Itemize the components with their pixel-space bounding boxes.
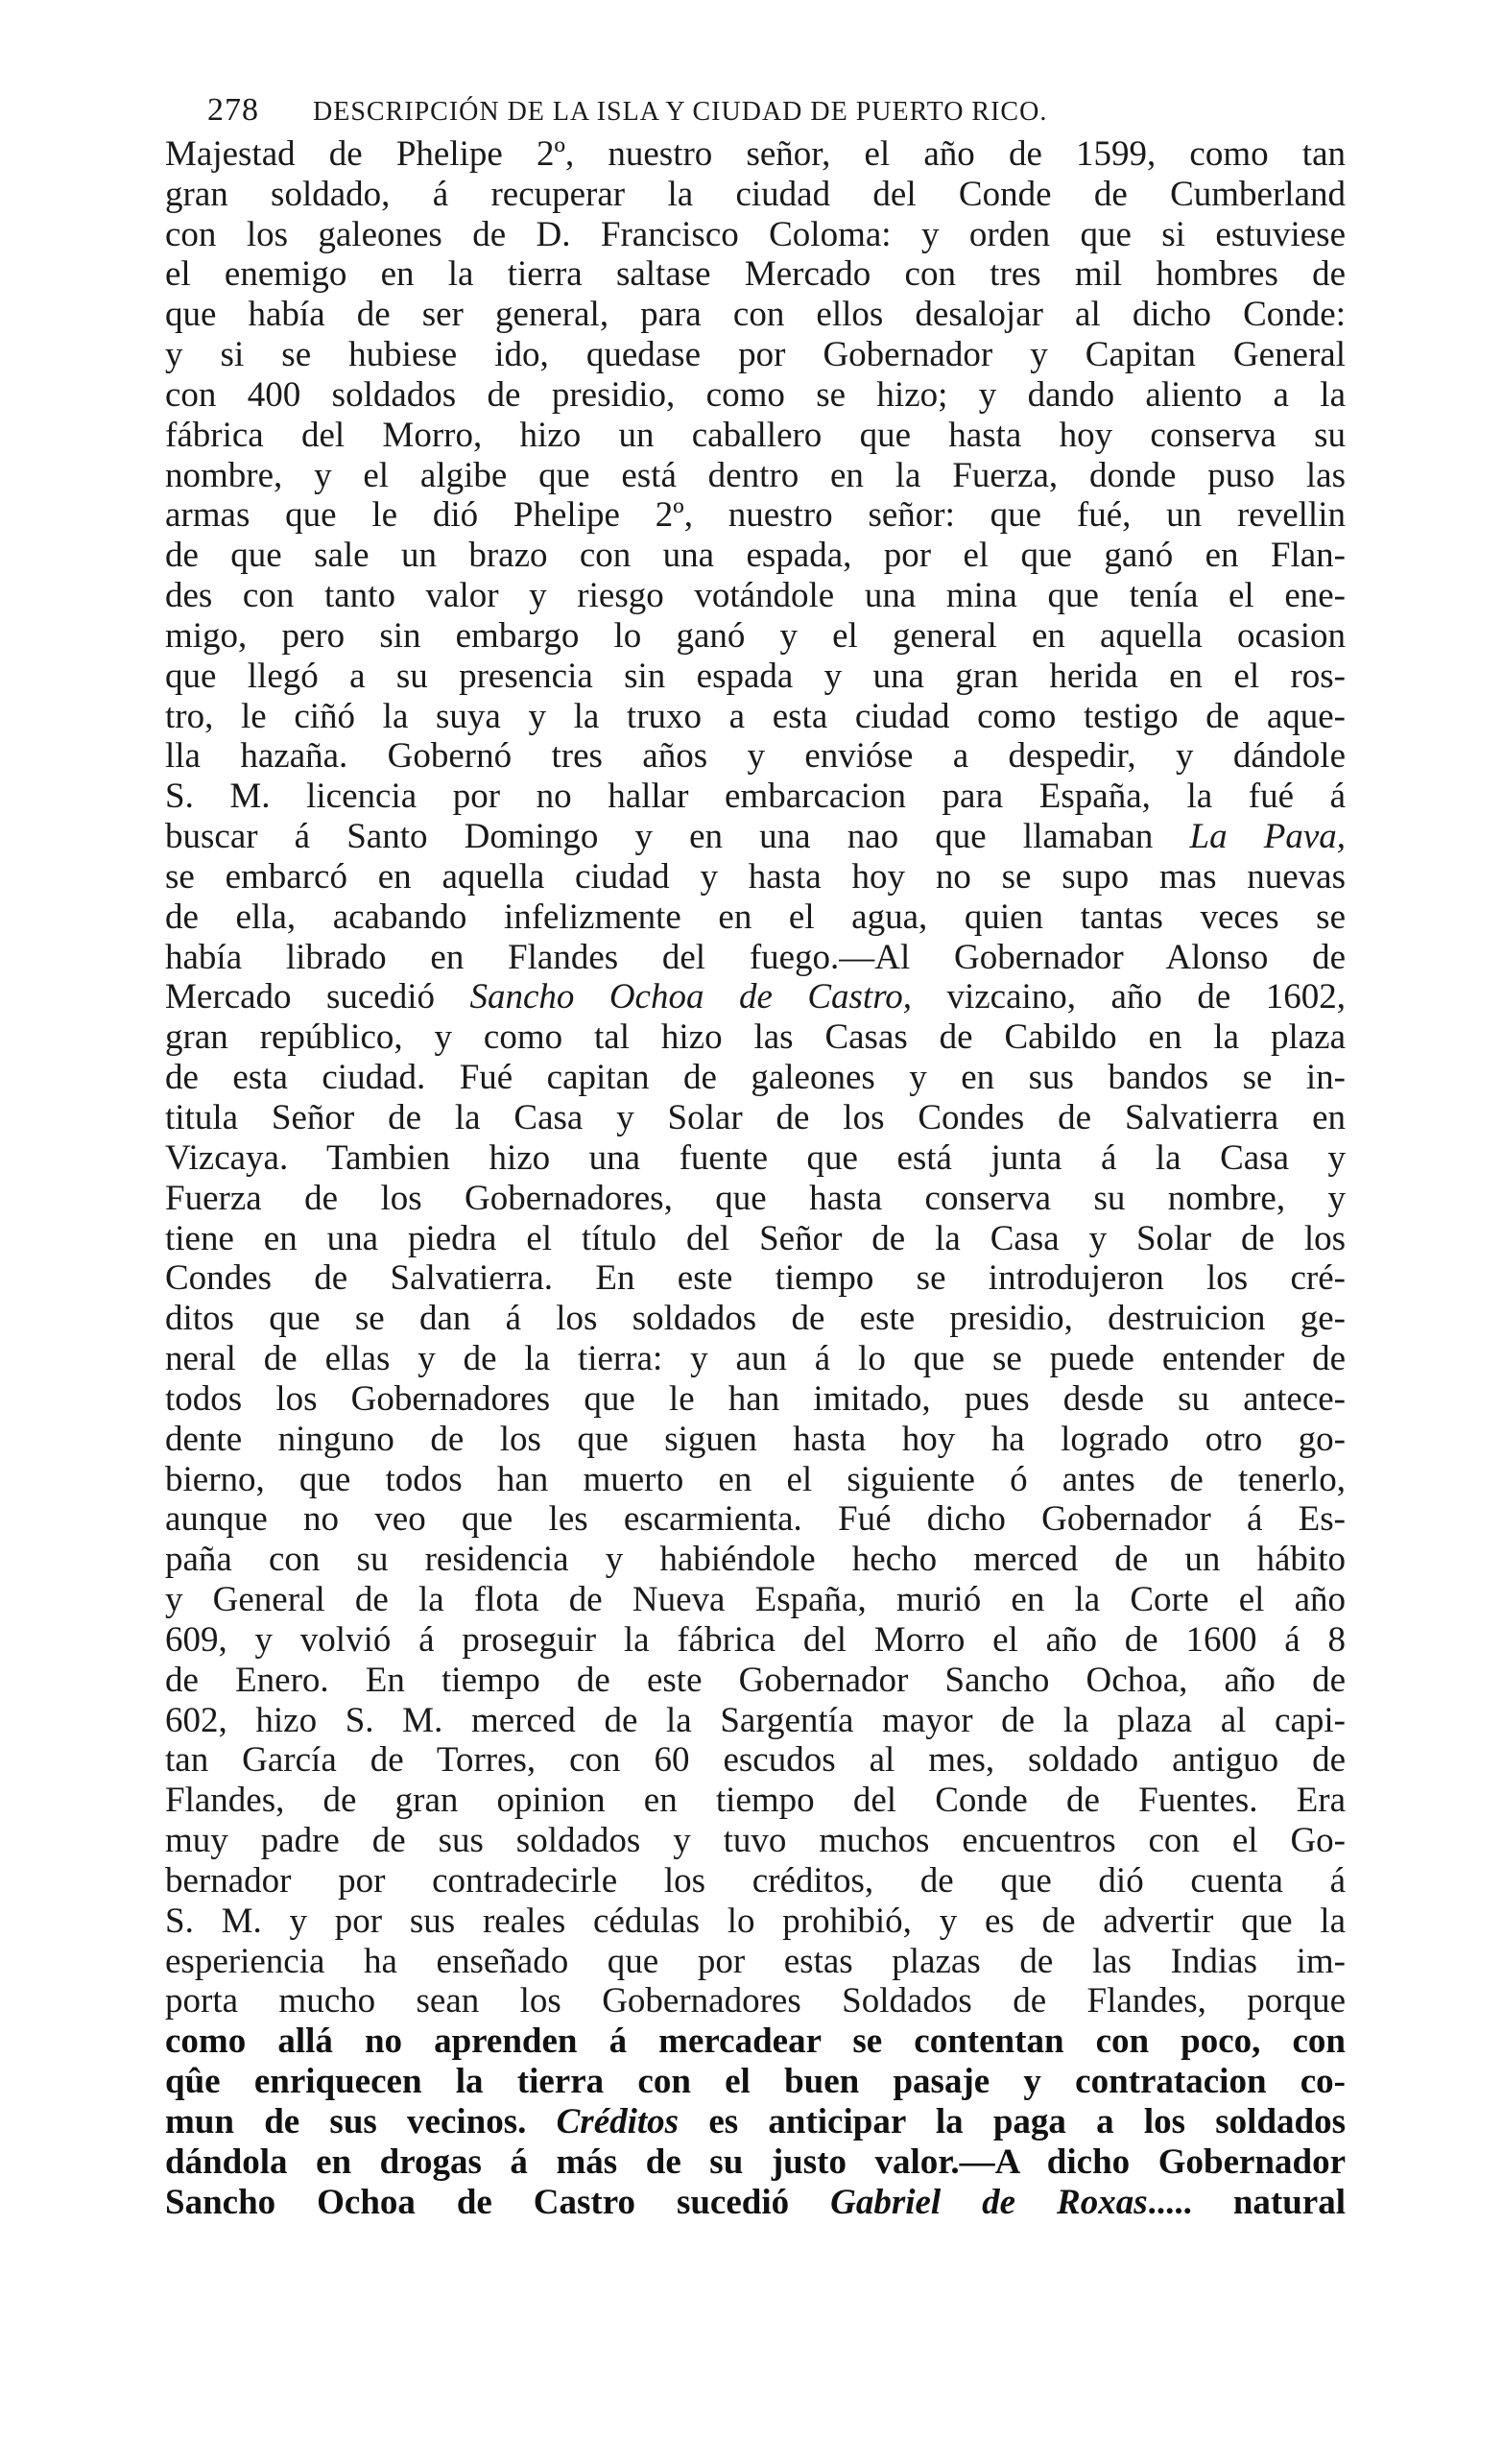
text-line: ditos que se dan á los soldados de este presidio, destruicion ge-	[165, 1299, 1346, 1339]
text-line: bernador por contradecirle los créditos, de que dió cuenta á	[165, 1860, 1346, 1901]
text-line: gran repúblico, y como tal hizo las Casas de Cabildo en la plaza	[165, 1017, 1346, 1058]
text-line: tro, le ciñó la suya y la truxo a esta ciudad como testigo de aque-	[165, 696, 1346, 736]
text-line: bierno, que todos han muerto en el siguiente ó antes de tenerlo,	[165, 1459, 1346, 1499]
text-line: Vizcaya. Tambien hizo una fuente que está junta á la Casa y	[165, 1137, 1346, 1178]
text-line: tiene en una piedra el título del Señor de la Casa y Solar de los	[165, 1218, 1346, 1258]
italic-phrase: Créditos	[556, 2102, 680, 2141]
running-title: DESCRIPCIÓN DE LA ISLA Y CIUDAD DE PUERTO RICO.	[313, 97, 1048, 127]
text-line: esperiencia ha enseñado que por estas plazas de las Indias im-	[165, 1941, 1346, 1981]
text-line: paña con su residencia y habiéndole hecho merced de un hábito	[165, 1540, 1346, 1580]
text-line: 602, hizo S. M. merced de la Sargentía mayor de la plaza al capi-	[165, 1700, 1346, 1740]
text-line: qûe enriquecen la tierra con el buen pasaje y contratacion co-	[165, 2062, 1346, 2102]
text-line: y si se hubiese ido, quedase por Gobernador y Capitan General	[165, 335, 1346, 375]
text-line: muy padre de sus soldados y tuvo muchos encuentros con el Go-	[165, 1821, 1346, 1861]
text-line: Sancho Ochoa de Castro sucedió Gabriel de Roxas..... natural	[165, 2182, 1346, 2222]
page-number: 278	[207, 92, 259, 128]
text-line: des con tanto valor y riesgo votándole una mina que tenía el ene-	[165, 576, 1346, 616]
text-line: nombre, y el algibe que está dentro en la Fuerza, donde puso las	[165, 455, 1346, 495]
text-line: que había de ser general, para con ellos desalojar al dicho Conde:	[165, 295, 1346, 335]
text-line: S. M. y por sus reales cédulas lo prohibió, y es de advertir que la	[165, 1901, 1346, 1941]
running-header	[207, 92, 1340, 140]
text-line: neral de ellas y de la tierra: y aun á lo que se puede entender de	[165, 1339, 1346, 1379]
italic-phrase: Gabriel de Roxas	[830, 2182, 1148, 2222]
text-line: Mercado sucedió Sancho Ochoa de Castro, vizcaino, año de 1602,	[165, 977, 1347, 1017]
text-line: porta mucho sean los Gobernadores Soldados de Flandes, porque	[165, 1981, 1346, 2021]
text-line: dándola en drogas á más de su justo valor.—A dicho Gobernador	[165, 2141, 1346, 2182]
text-line: buscar á Santo Domingo y en una nao que llamaban La Pava,	[165, 817, 1347, 857]
text-line: con 400 soldados de presidio, como se hizo; y dando aliento a la	[165, 374, 1346, 415]
text-line: fábrica del Morro, hizo un caballero que hasta hoy conserva su	[165, 415, 1346, 455]
text-line: de que sale un brazo con una espada, por el que ganó en Flan-	[165, 536, 1346, 576]
text-line: Flandes, de gran opinion en tiempo del Conde de Fuentes. Era	[165, 1781, 1346, 1821]
text-line: mun de sus vecinos. Créditos es anticipar la paga a los soldados	[165, 2102, 1346, 2141]
text-line: el enemigo en la tierra saltase Mercado con tres mil hombres de	[165, 254, 1346, 295]
text-line: se embarcó en aquella ciudad y hasta hoy no se supo mas nuevas	[165, 856, 1346, 897]
text-line: gran soldado, á recuperar la ciudad del Conde de Cumberland	[165, 174, 1346, 214]
italic-phrase: La Pava,	[1189, 817, 1347, 857]
text-line: todos los Gobernadores que le han imitado, pues desde su antece-	[165, 1378, 1346, 1419]
text-line: Fuerza de los Gobernadores, que hasta conserva su nombre, y	[165, 1178, 1346, 1218]
text-line: 609, y volvió á proseguir la fábrica del Morro el año de 1600 á 8	[165, 1619, 1346, 1660]
text-line: como allá no aprenden á mercadear se contentan con poco, con	[165, 2021, 1346, 2062]
text-line: lla hazaña. Gobernó tres años y envióse a despedir, y dándole	[165, 736, 1346, 777]
text-line: Condes de Salvatierra. En este tiempo se introdujeron los cré-	[165, 1258, 1346, 1299]
text-line: de esta ciudad. Fué capitan de galeones y en sus bandos se in-	[165, 1058, 1346, 1098]
text-line: migo, pero sin embargo lo ganó y el general en aquella ocasion	[165, 615, 1346, 656]
text-line: de ella, acabando infelizmente en el agua, quien tantas veces se	[165, 897, 1346, 937]
text-line: armas que le dió Phelipe 2º, nuestro señor: que fué, un revellin	[165, 495, 1346, 536]
text-line: dente ninguno de los que siguen hasta hoy ha logrado otro go-	[165, 1419, 1346, 1459]
text-line: S. M. licencia por no hallar embarcacion para España, la fué á	[165, 777, 1346, 817]
text-line: titula Señor de la Casa y Solar de los Condes de Salvatierra en	[165, 1098, 1346, 1137]
text-line: de Enero. En tiempo de este Gobernador Sancho Ochoa, año de	[165, 1660, 1346, 1700]
text-line: y General de la flota de Nueva España, murió en la Corte el año	[165, 1580, 1346, 1620]
text-line: que llegó a su presencia sin espada y una gran herida en el ros-	[165, 656, 1346, 696]
text-line: con los galeones de D. Francisco Coloma: y orden que si estuviese	[165, 214, 1346, 254]
italic-phrase: Sancho Ochoa de Castro,	[469, 977, 912, 1017]
text-line: aunque no veo que les escarmienta. Fué dicho Gobernador á Es-	[165, 1499, 1346, 1540]
text-line: había librado en Flandes del fuego.—Al Gobernador Alonso de	[165, 937, 1346, 977]
text-line: Majestad de Phelipe 2º, nuestro señor, el año de 1599, como tan	[165, 133, 1346, 174]
text-line: tan García de Torres, con 60 escudos al mes, soldado antiguo de	[165, 1740, 1346, 1781]
